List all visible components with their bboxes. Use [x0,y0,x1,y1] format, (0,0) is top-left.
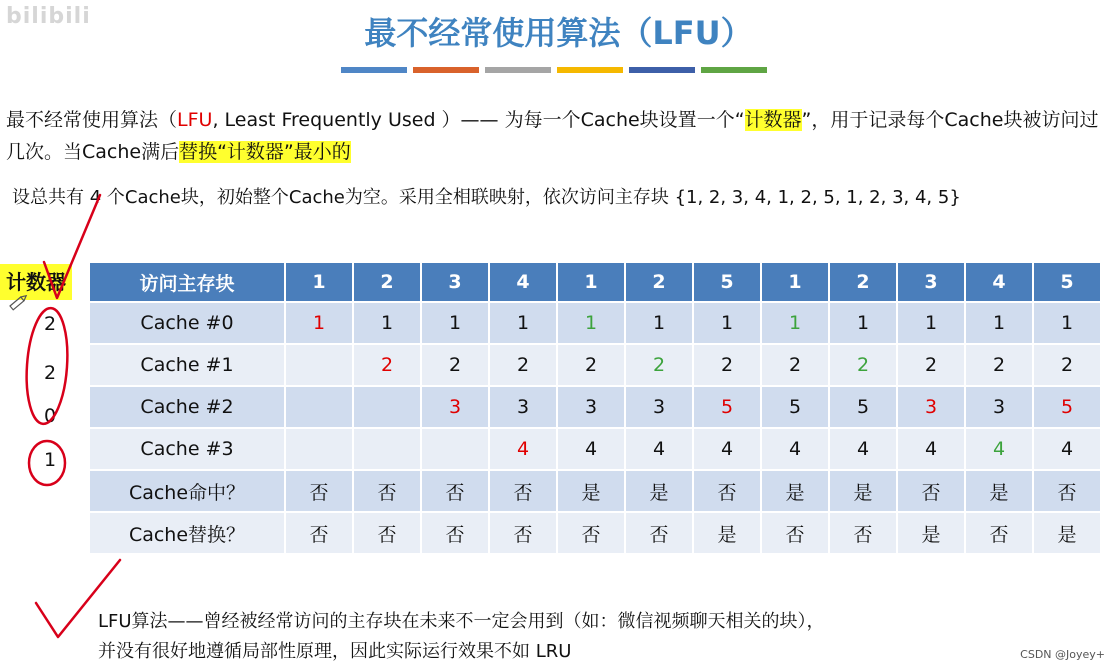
cache-cell: 2 [761,344,829,386]
lfu-abbreviation: LFU [177,109,213,131]
cache-cell: 1 [965,302,1033,344]
cache-cell: 4 [489,428,557,470]
cache-cell: 3 [489,386,557,428]
replace-row-cell: 否 [285,512,353,554]
replace-row-cell: 是 [693,512,761,554]
cache-cell [421,428,489,470]
cache-row-label: Cache #3 [89,428,285,470]
counter-value-cache2: 0 [43,405,57,427]
color-bar [413,67,479,73]
counter-value-cache0: 2 [43,313,57,335]
access-cell: 3 [421,262,489,302]
cache-cell [285,344,353,386]
replace-row-cell: 否 [557,512,625,554]
replace-row-cell: 是 [1033,512,1101,554]
color-bar [557,67,623,73]
cache-cell [353,386,421,428]
page-title: 最不经常使用算法（LFU） [364,14,753,52]
cache-cell: 1 [761,302,829,344]
hit-row-cell: 是 [761,470,829,512]
intro-text: , Least Frequently Used ）—— 为每一个Cache块设置一个“ [212,109,745,131]
cache-cell: 2 [625,344,693,386]
color-bar [485,67,551,73]
cache-row-label: Cache #1 [89,344,285,386]
replace-row-cell: 否 [353,512,421,554]
cache-cell: 1 [897,302,965,344]
hit-row-cell: 是 [829,470,897,512]
highlight-replace-rule: 替换“计数器”最小的 [179,141,351,163]
cache-cell: 5 [693,386,761,428]
cache-row-label: Cache #2 [89,386,285,428]
cache-cell: 1 [1033,302,1101,344]
cache-cell: 3 [897,386,965,428]
replace-row-label: Cache替换？ [89,512,285,554]
hit-row-cell: 否 [421,470,489,512]
hit-row-cell: 是 [625,470,693,512]
access-cell: 4 [489,262,557,302]
cache-cell: 2 [421,344,489,386]
cache-cell: 4 [761,428,829,470]
cache-cell: 2 [557,344,625,386]
hit-row-cell: 否 [693,470,761,512]
problem-statement: 设总共有 4 个Cache块，初始整个Cache为空。采用全相联映射，依次访问主存块 {1, 2, 3, 4, 1, 2, 5, 1, 2, 3, 4, 5} [12,187,961,208]
cache-row [89,428,1101,470]
cache-cell: 1 [557,302,625,344]
counter-label: 计数器 [0,264,72,300]
intro-text: 最不经常使用算法（ [6,109,178,131]
hit-row-cell: 否 [353,470,421,512]
color-bar [629,67,695,73]
cache-cell: 4 [897,428,965,470]
cache-cell: 4 [557,428,625,470]
credit: CSDN @Joyey+ [1020,648,1105,661]
lfu-table [88,261,1102,555]
access-cell: 2 [829,262,897,302]
title-color-bars [341,67,767,73]
hit-row [89,470,1101,512]
intro-paragraph [6,104,1106,168]
access-cell: 1 [761,262,829,302]
highlight-counter: 计数器 [744,109,802,131]
replace-row-cell: 否 [421,512,489,554]
hit-row-label: Cache命中？ [89,470,285,512]
color-bar [701,67,767,73]
cache-cell: 3 [421,386,489,428]
counter-value-cache1: 2 [43,362,57,384]
access-cell: 4 [965,262,1033,302]
access-header-row [89,262,1101,302]
cache-cell: 4 [829,428,897,470]
hit-row-cell: 否 [897,470,965,512]
access-cell: 3 [897,262,965,302]
cache-cell: 4 [693,428,761,470]
replace-row-cell: 否 [489,512,557,554]
cache-cell: 1 [421,302,489,344]
cache-cell: 4 [625,428,693,470]
replace-row [89,512,1101,554]
cache-cell: 2 [897,344,965,386]
cache-cell: 2 [965,344,1033,386]
cache-cell: 2 [489,344,557,386]
counter-value-cache3: 1 [43,449,57,471]
cache-cell: 2 [353,344,421,386]
cache-cell: 1 [693,302,761,344]
hit-row-cell: 否 [489,470,557,512]
cache-cell: 3 [965,386,1033,428]
replace-row-cell: 否 [761,512,829,554]
cache-cell: 5 [761,386,829,428]
conclusion-text [98,607,1108,667]
cache-cell: 4 [965,428,1033,470]
cache-cell: 3 [625,386,693,428]
cache-row [89,344,1101,386]
replace-row-cell: 否 [965,512,1033,554]
cache-row [89,386,1101,428]
access-cell: 5 [1033,262,1101,302]
replace-row-cell: 是 [897,512,965,554]
cache-cell: 4 [1033,428,1101,470]
cache-cell: 1 [489,302,557,344]
cache-row [89,302,1101,344]
cache-cell: 2 [693,344,761,386]
cache-cell: 5 [1033,386,1101,428]
access-cell: 2 [625,262,693,302]
conclusion-line: 并没有很好地遵循局部性原理，因此实际运行效果不如 LRU [98,641,572,662]
access-cell: 5 [693,262,761,302]
cache-cell [285,386,353,428]
cache-cell: 1 [285,302,353,344]
hit-row-cell: 是 [965,470,1033,512]
cache-cell: 2 [1033,344,1101,386]
access-header-label: 访问主存块 [89,262,285,302]
cache-cell: 3 [557,386,625,428]
cache-cell: 1 [829,302,897,344]
hit-row-cell: 否 [285,470,353,512]
watermark: bilibili [6,4,91,29]
access-cell: 1 [557,262,625,302]
cache-cell [353,428,421,470]
color-bar [341,67,407,73]
cache-row-label: Cache #0 [89,302,285,344]
replace-row-cell: 否 [829,512,897,554]
hit-row-cell: 否 [1033,470,1101,512]
conclusion-line: LFU算法——曾经被经常访问的主存块在未来不一定会用到（如：微信视频聊天相关的块）， [98,611,825,632]
cache-cell [285,428,353,470]
cache-cell: 2 [829,344,897,386]
cache-cell: 1 [353,302,421,344]
replace-row-cell: 否 [625,512,693,554]
access-cell: 2 [353,262,421,302]
cache-cell: 1 [625,302,693,344]
access-cell: 1 [285,262,353,302]
intro-text: ”，用于记录每个Cache块被访问过几次。当Cache满后 [6,109,1099,163]
cache-cell: 5 [829,386,897,428]
hit-row-cell: 是 [557,470,625,512]
